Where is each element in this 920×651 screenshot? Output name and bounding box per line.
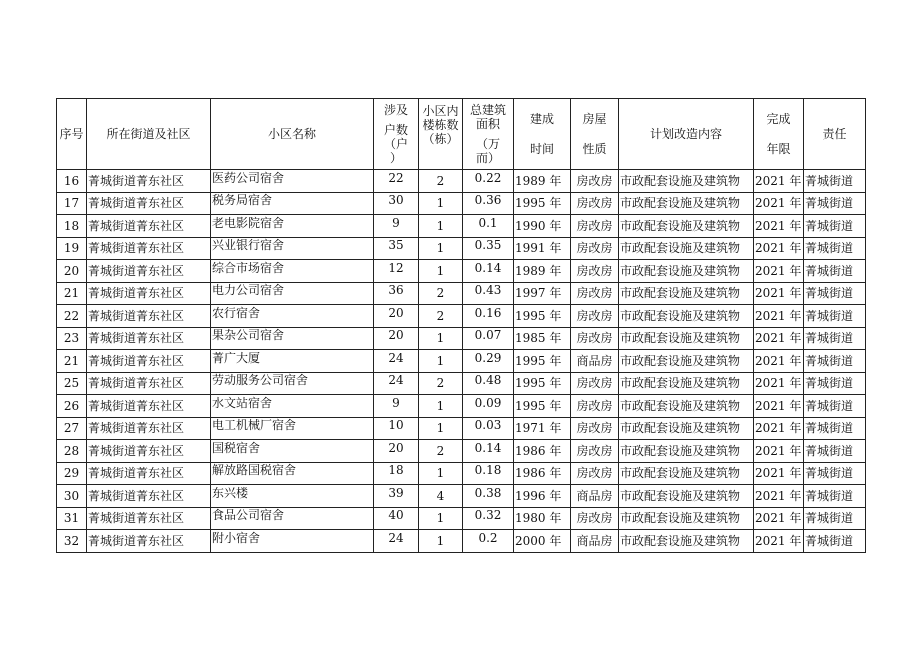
- cell-plan: 市政配套设施及建筑物: [619, 485, 754, 508]
- cell-finish: 2021 年: [754, 327, 804, 350]
- cell-street: 菁城街道菁东社区: [87, 530, 211, 553]
- cell-resp: 菁城街道: [804, 350, 866, 373]
- cell-households: 36: [374, 279, 419, 302]
- cell-name: 医药公司宿舍: [211, 167, 374, 190]
- header-resp: 责任: [804, 99, 866, 170]
- cell-name: 附小宿舍: [211, 527, 374, 550]
- cell-plan: 市政配套设施及建筑物: [619, 395, 754, 418]
- cell-finish: 2021 年: [754, 462, 804, 485]
- cell-finish: 2021 年: [754, 395, 804, 418]
- cell-built: 1995 年: [514, 305, 571, 328]
- cell-plan: 市政配套设施及建筑物: [619, 372, 754, 395]
- table-row: [57, 417, 866, 440]
- cell-street: 菁城街道菁东社区: [87, 260, 211, 283]
- cell-type: 房改房: [571, 327, 619, 350]
- cell-finish: 2021 年: [754, 170, 804, 193]
- cell-built: 1989 年: [514, 170, 571, 193]
- cell-seq: 26: [57, 395, 87, 418]
- table-row: [57, 237, 866, 260]
- cell-buildings: 1: [419, 327, 463, 350]
- cell-name: 东兴楼: [211, 482, 374, 505]
- cell-seq: 19: [57, 237, 87, 260]
- header-type: 房屋 性质: [571, 99, 619, 170]
- cell-street: 菁城街道菁东社区: [87, 417, 211, 440]
- cell-seq: 32: [57, 530, 87, 553]
- renovation-table: [56, 98, 866, 553]
- cell-seq: 18: [57, 215, 87, 238]
- cell-seq: 20: [57, 260, 87, 283]
- cell-type: 房改房: [571, 170, 619, 193]
- table-row: [57, 507, 866, 530]
- cell-built: 1990 年: [514, 215, 571, 238]
- cell-resp: 菁城街道: [804, 395, 866, 418]
- cell-plan: 市政配套设施及建筑物: [619, 170, 754, 193]
- cell-built: 1989 年: [514, 260, 571, 283]
- cell-area: 0.03: [463, 414, 514, 437]
- cell-name: 解放路国税宿舍: [211, 459, 374, 482]
- header-built: 建成 时间: [514, 99, 571, 170]
- cell-street: 菁城街道菁东社区: [87, 372, 211, 395]
- cell-finish: 2021 年: [754, 260, 804, 283]
- cell-type: 房改房: [571, 462, 619, 485]
- header-plan: 计划改造内容: [619, 99, 754, 170]
- cell-finish: 2021 年: [754, 530, 804, 553]
- cell-seq: 23: [57, 327, 87, 350]
- cell-type: 房改房: [571, 282, 619, 305]
- cell-area: 0.48: [463, 369, 514, 392]
- cell-built: 1995 年: [514, 192, 571, 215]
- cell-finish: 2021 年: [754, 507, 804, 530]
- cell-resp: 菁城街道: [804, 440, 866, 463]
- cell-name: 劳动服务公司宿舍: [211, 369, 374, 392]
- table-row: [57, 485, 866, 508]
- cell-area: 0.32: [463, 504, 514, 527]
- table-row: [57, 170, 866, 193]
- cell-plan: 市政配套设施及建筑物: [619, 417, 754, 440]
- cell-type: 商品房: [571, 350, 619, 373]
- cell-resp: 菁城街道: [804, 372, 866, 395]
- cell-households: 40: [374, 504, 419, 527]
- cell-area: 0.35: [463, 234, 514, 257]
- cell-type: 房改房: [571, 237, 619, 260]
- cell-area: 0.38: [463, 482, 514, 505]
- cell-type: 房改房: [571, 507, 619, 530]
- cell-buildings: 1: [419, 395, 463, 418]
- cell-street: 菁城街道菁东社区: [87, 395, 211, 418]
- cell-seq: 25: [57, 372, 87, 395]
- cell-seq: 16: [57, 170, 87, 193]
- cell-name: 水文站宿舍: [211, 392, 374, 415]
- cell-area: 0.14: [463, 257, 514, 280]
- header-row: [57, 99, 866, 170]
- cell-plan: 市政配套设施及建筑物: [619, 260, 754, 283]
- cell-street: 菁城街道菁东社区: [87, 462, 211, 485]
- cell-resp: 菁城街道: [804, 282, 866, 305]
- header-buildings: 小区内 楼栋数 （栋）: [419, 99, 463, 170]
- cell-resp: 菁城街道: [804, 192, 866, 215]
- table-row: [57, 192, 866, 215]
- cell-name: 电力公司宿舍: [211, 279, 374, 302]
- cell-plan: 市政配套设施及建筑物: [619, 237, 754, 260]
- cell-buildings: 1: [419, 507, 463, 530]
- cell-buildings: 1: [419, 462, 463, 485]
- table-row: [57, 350, 866, 373]
- cell-built: 2000 年: [514, 530, 571, 553]
- cell-area: 0.22: [463, 167, 514, 190]
- cell-area: 0.29: [463, 347, 514, 370]
- cell-finish: 2021 年: [754, 305, 804, 328]
- cell-households: 12: [374, 257, 419, 280]
- cell-name: 老电影院宿舍: [211, 212, 374, 235]
- cell-built: 1980 年: [514, 507, 571, 530]
- cell-resp: 菁城街道: [804, 327, 866, 350]
- cell-households: 24: [374, 527, 419, 550]
- cell-built: 1991 年: [514, 237, 571, 260]
- cell-plan: 市政配套设施及建筑物: [619, 327, 754, 350]
- cell-type: 房改房: [571, 440, 619, 463]
- cell-built: 1985 年: [514, 327, 571, 350]
- cell-built: 1986 年: [514, 462, 571, 485]
- cell-finish: 2021 年: [754, 192, 804, 215]
- cell-seq: 17: [57, 192, 87, 215]
- cell-resp: 菁城街道: [804, 215, 866, 238]
- cell-street: 菁城街道菁东社区: [87, 327, 211, 350]
- cell-area: 0.07: [463, 324, 514, 347]
- cell-resp: 菁城街道: [804, 462, 866, 485]
- cell-resp: 菁城街道: [804, 417, 866, 440]
- cell-street: 菁城街道菁东社区: [87, 237, 211, 260]
- cell-type: 房改房: [571, 215, 619, 238]
- cell-plan: 市政配套设施及建筑物: [619, 350, 754, 373]
- cell-buildings: 1: [419, 530, 463, 553]
- cell-name: 税务局宿舍: [211, 189, 374, 212]
- cell-seq: 21: [57, 282, 87, 305]
- cell-buildings: 1: [419, 260, 463, 283]
- cell-finish: 2021 年: [754, 215, 804, 238]
- cell-street: 菁城街道菁东社区: [87, 170, 211, 193]
- cell-type: 商品房: [571, 530, 619, 553]
- table-row: [57, 372, 866, 395]
- header-street: 所在街道及社区: [87, 99, 211, 170]
- cell-resp: 菁城街道: [804, 237, 866, 260]
- cell-buildings: 1: [419, 417, 463, 440]
- cell-households: 18: [374, 459, 419, 482]
- cell-built: 1995 年: [514, 372, 571, 395]
- header-finish: 完成 年限: [754, 99, 804, 170]
- cell-street: 菁城街道菁东社区: [87, 282, 211, 305]
- table-row: [57, 260, 866, 283]
- cell-buildings: 1: [419, 237, 463, 260]
- cell-buildings: 2: [419, 170, 463, 193]
- cell-area: 0.1: [463, 212, 514, 235]
- cell-seq: 22: [57, 305, 87, 328]
- cell-households: 20: [374, 437, 419, 460]
- cell-name: 国税宿舍: [211, 437, 374, 460]
- cell-buildings: 2: [419, 440, 463, 463]
- table-body: [57, 170, 866, 553]
- cell-plan: 市政配套设施及建筑物: [619, 305, 754, 328]
- cell-households: 24: [374, 347, 419, 370]
- cell-name: 电工机械厂宿舍: [211, 414, 374, 437]
- table-row: [57, 282, 866, 305]
- cell-resp: 菁城街道: [804, 507, 866, 530]
- cell-resp: 菁城街道: [804, 305, 866, 328]
- cell-area: 0.16: [463, 302, 514, 325]
- header-area: 总建筑 面积 （万 而）: [463, 99, 514, 170]
- cell-built: 1995 年: [514, 395, 571, 418]
- cell-type: 房改房: [571, 260, 619, 283]
- cell-finish: 2021 年: [754, 350, 804, 373]
- cell-households: 20: [374, 324, 419, 347]
- cell-street: 菁城街道菁东社区: [87, 305, 211, 328]
- cell-area: 0.36: [463, 189, 514, 212]
- cell-street: 菁城街道菁东社区: [87, 215, 211, 238]
- cell-built: 1996 年: [514, 485, 571, 508]
- table-row: [57, 305, 866, 328]
- cell-plan: 市政配套设施及建筑物: [619, 530, 754, 553]
- cell-households: 9: [374, 212, 419, 235]
- cell-street: 菁城街道菁东社区: [87, 507, 211, 530]
- cell-plan: 市政配套设施及建筑物: [619, 282, 754, 305]
- cell-area: 0.14: [463, 437, 514, 460]
- cell-finish: 2021 年: [754, 485, 804, 508]
- cell-seq: 31: [57, 507, 87, 530]
- cell-area: 0.43: [463, 279, 514, 302]
- cell-seq: 30: [57, 485, 87, 508]
- cell-finish: 2021 年: [754, 237, 804, 260]
- cell-buildings: 1: [419, 215, 463, 238]
- cell-households: 9: [374, 392, 419, 415]
- cell-households: 20: [374, 302, 419, 325]
- cell-finish: 2021 年: [754, 417, 804, 440]
- cell-name: 农行宿舍: [211, 302, 374, 325]
- cell-built: 1971 年: [514, 417, 571, 440]
- cell-area: 0.18: [463, 459, 514, 482]
- cell-type: 房改房: [571, 372, 619, 395]
- cell-finish: 2021 年: [754, 440, 804, 463]
- cell-seq: 28: [57, 440, 87, 463]
- table-row: [57, 530, 866, 553]
- cell-seq: 21: [57, 350, 87, 373]
- cell-buildings: 2: [419, 305, 463, 328]
- cell-plan: 市政配套设施及建筑物: [619, 507, 754, 530]
- header-name: 小区名称: [211, 99, 374, 170]
- cell-name: 菁广大厦: [211, 347, 374, 370]
- cell-plan: 市政配套设施及建筑物: [619, 462, 754, 485]
- cell-resp: 菁城街道: [804, 530, 866, 553]
- cell-area: 0.2: [463, 527, 514, 550]
- cell-seq: 29: [57, 462, 87, 485]
- cell-area: 0.09: [463, 392, 514, 415]
- cell-type: 房改房: [571, 395, 619, 418]
- cell-finish: 2021 年: [754, 282, 804, 305]
- cell-plan: 市政配套设施及建筑物: [619, 192, 754, 215]
- cell-street: 菁城街道菁东社区: [87, 440, 211, 463]
- table-row: [57, 440, 866, 463]
- cell-name: 食品公司宿舍: [211, 504, 374, 527]
- cell-street: 菁城街道菁东社区: [87, 350, 211, 373]
- cell-type: 房改房: [571, 305, 619, 328]
- cell-households: 30: [374, 189, 419, 212]
- cell-type: 房改房: [571, 417, 619, 440]
- header-households: 涉及 户数 （户 ）: [374, 99, 419, 170]
- cell-name: 果杂公司宿舍: [211, 324, 374, 347]
- cell-name: 兴业银行宿舍: [211, 234, 374, 257]
- cell-street: 菁城街道菁东社区: [87, 485, 211, 508]
- cell-seq: 27: [57, 417, 87, 440]
- cell-resp: 菁城街道: [804, 170, 866, 193]
- cell-built: 1995 年: [514, 350, 571, 373]
- cell-buildings: 1: [419, 192, 463, 215]
- cell-households: 24: [374, 369, 419, 392]
- cell-type: 商品房: [571, 485, 619, 508]
- cell-name: 综合市场宿舍: [211, 257, 374, 280]
- cell-buildings: 2: [419, 282, 463, 305]
- cell-households: 10: [374, 414, 419, 437]
- cell-built: 1986 年: [514, 440, 571, 463]
- cell-street: 菁城街道菁东社区: [87, 192, 211, 215]
- cell-buildings: 4: [419, 485, 463, 508]
- table-row: [57, 462, 866, 485]
- cell-buildings: 1: [419, 350, 463, 373]
- cell-households: 35: [374, 234, 419, 257]
- table-row: [57, 327, 866, 350]
- cell-households: 22: [374, 167, 419, 190]
- cell-plan: 市政配套设施及建筑物: [619, 215, 754, 238]
- cell-resp: 菁城街道: [804, 260, 866, 283]
- header-seq: 序号: [57, 99, 87, 170]
- cell-buildings: 2: [419, 372, 463, 395]
- cell-type: 房改房: [571, 192, 619, 215]
- table-row: [57, 395, 866, 418]
- cell-finish: 2021 年: [754, 372, 804, 395]
- table-row: [57, 215, 866, 238]
- cell-resp: 菁城街道: [804, 485, 866, 508]
- cell-households: 39: [374, 482, 419, 505]
- cell-plan: 市政配套设施及建筑物: [619, 440, 754, 463]
- cell-built: 1997 年: [514, 282, 571, 305]
